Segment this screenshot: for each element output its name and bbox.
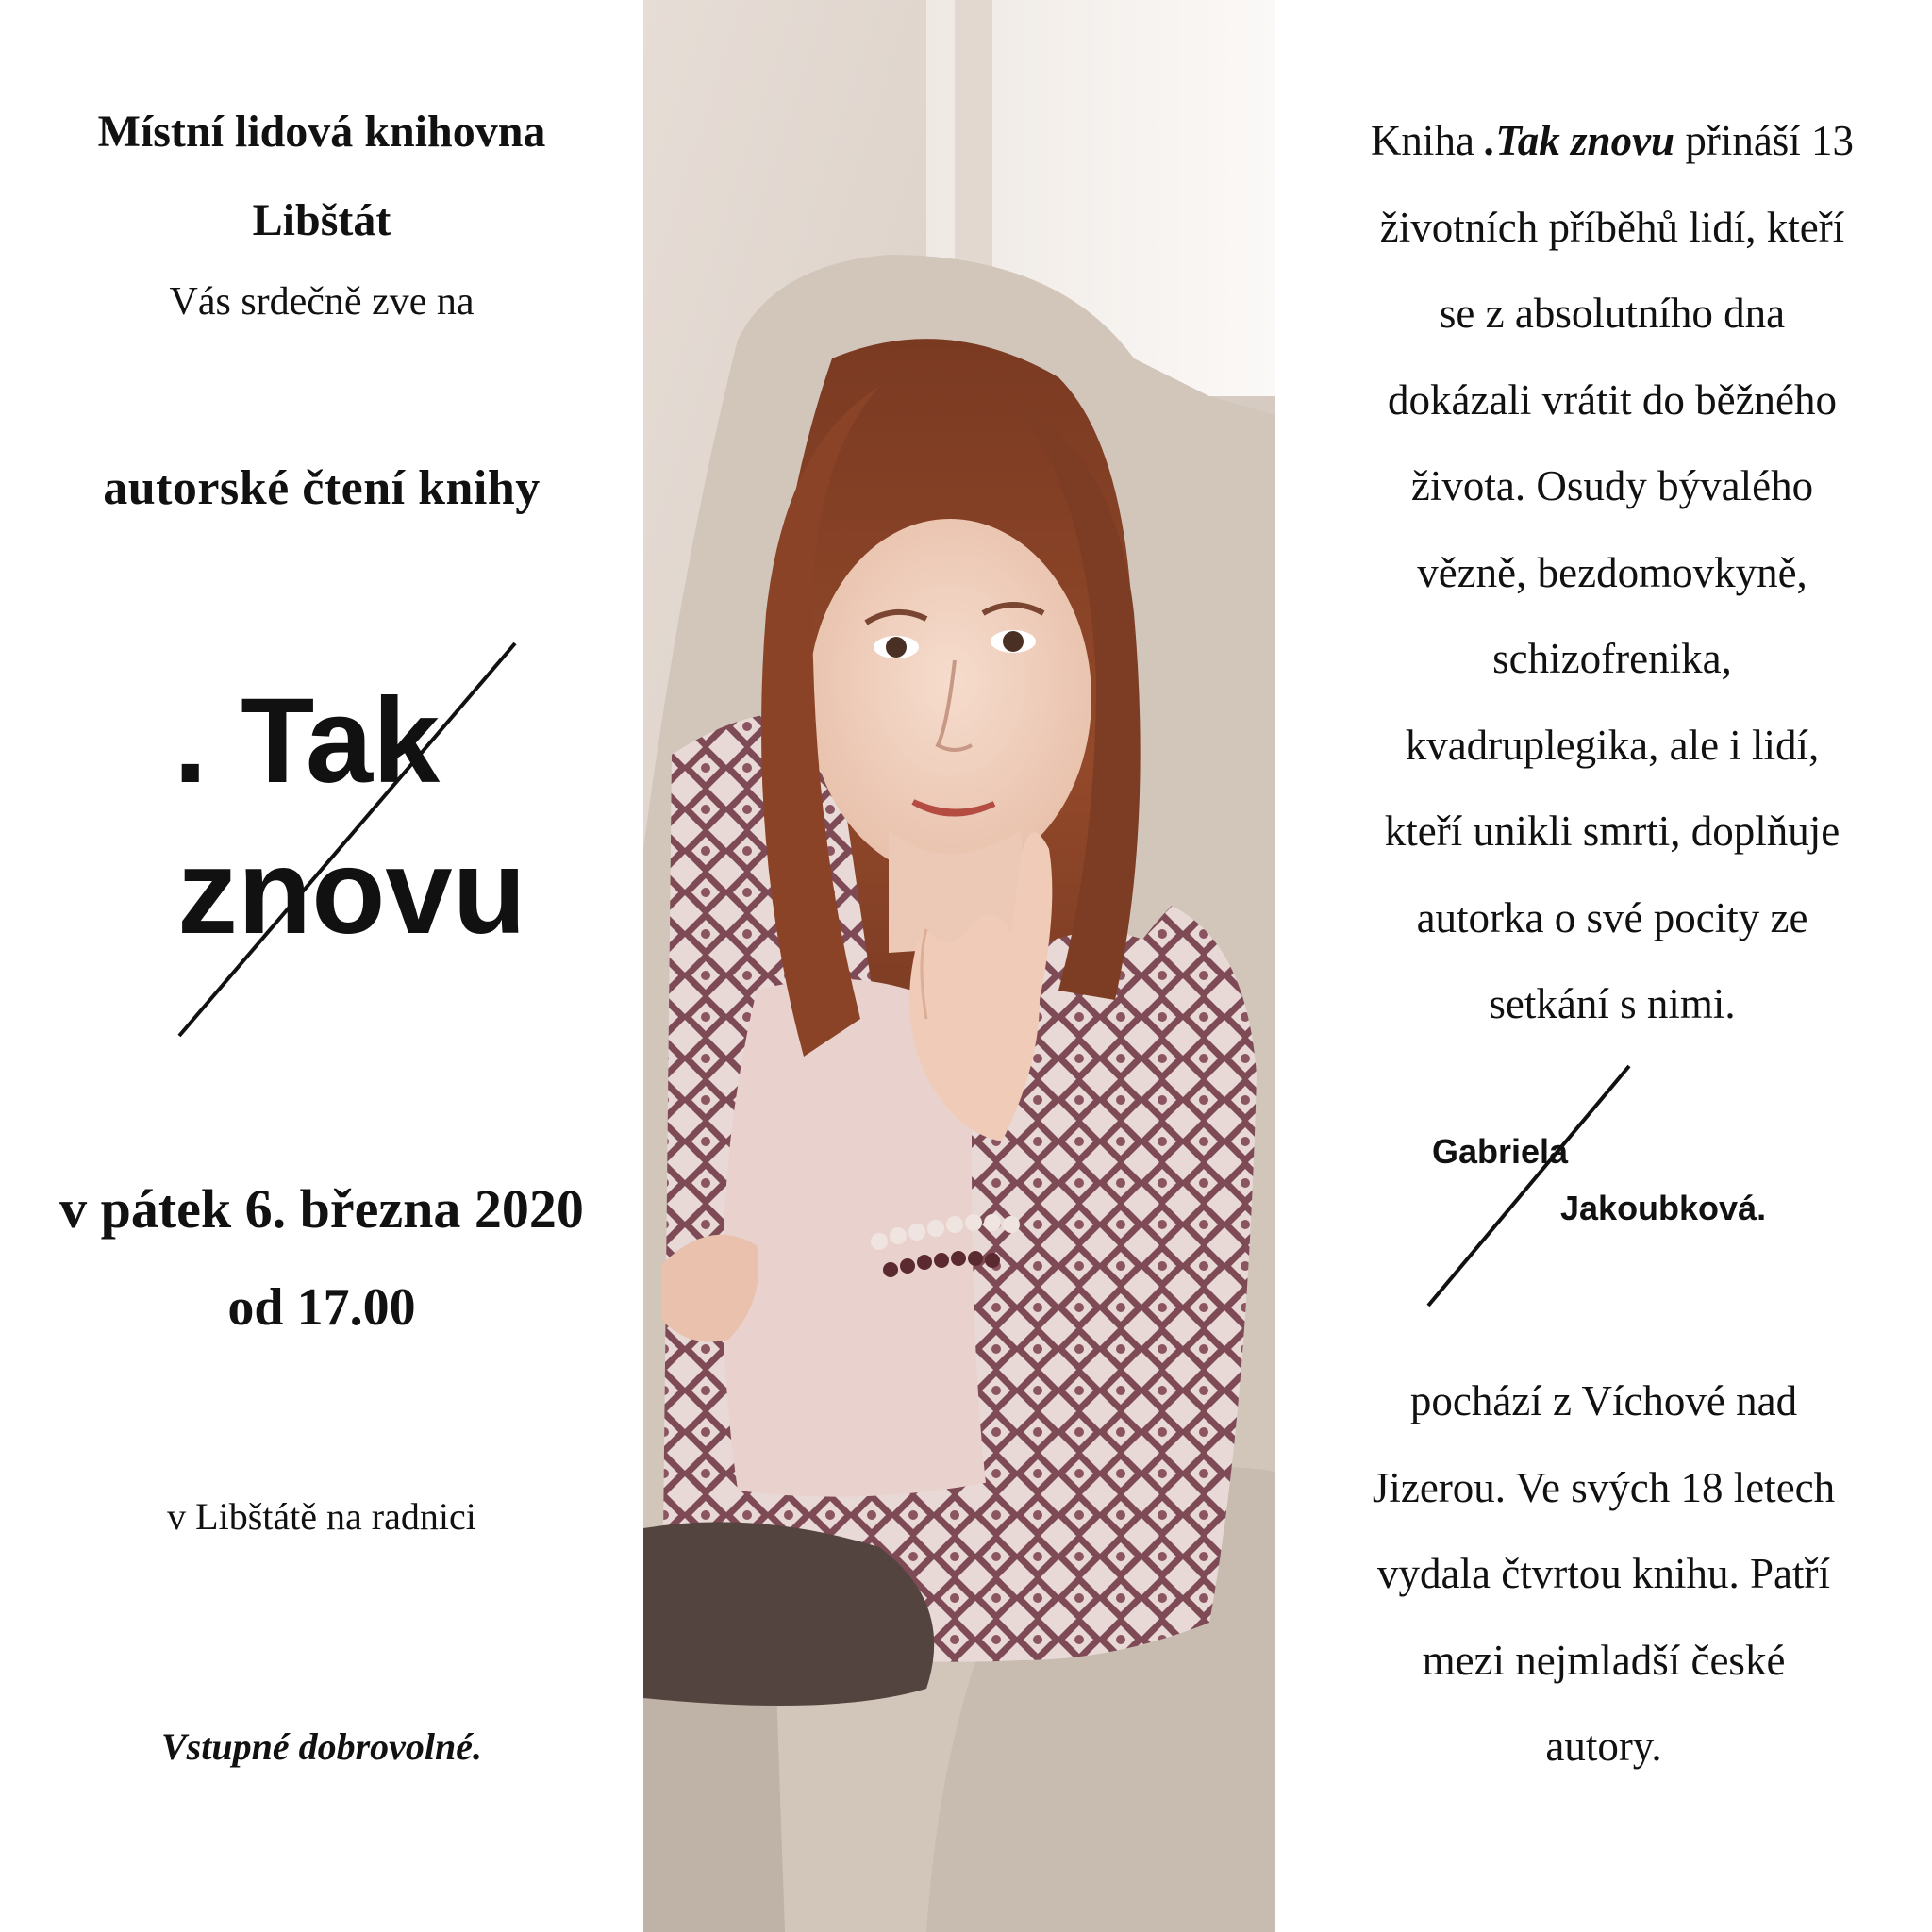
description-text: přináší 13 (1674, 117, 1855, 164)
author-bio (1275, 1358, 1932, 1790)
author-first-name: Gabriela (1432, 1132, 1569, 1171)
invite-text: Vás srdečně zve na (169, 280, 475, 324)
description-text: Kniha (1370, 117, 1486, 164)
bio-line: vydala čtvrtou knihu. Patří (1377, 1550, 1830, 1597)
event-info-column (0, 0, 643, 1932)
event-venue: v Libštátě na radnici (167, 1495, 476, 1538)
description-line: schizofrenika, (1492, 635, 1732, 682)
author-name-logo (1417, 1057, 1823, 1321)
event-type: autorské čtení knihy (103, 461, 541, 515)
description-line: kvadruplegika, ale i lidí, (1405, 721, 1820, 769)
book-description (1292, 98, 1932, 1048)
bio-line: autory. (1545, 1723, 1662, 1770)
logo-line-1: . Tak (174, 674, 441, 808)
author-photo (643, 0, 1275, 1932)
description-line: autorka o své pocity ze (1416, 893, 1808, 941)
description-line (1292, 98, 1932, 185)
bio-line: mezi nejmladší české (1422, 1636, 1786, 1684)
library-place: Libštát (252, 195, 391, 245)
library-name: Místní lidová knihovna (97, 107, 546, 157)
logo-line-2: znovu (177, 824, 526, 959)
book-logo (160, 632, 538, 1047)
event-date: v pátek 6. března 2020 (59, 1178, 584, 1240)
book-info-column (1275, 0, 1932, 1932)
bio-line: Jizerou. Ve svých 18 letech (1372, 1463, 1836, 1511)
book-title-inline: .Tak znovu (1485, 117, 1675, 164)
description-line: dokázali vrátit do běžného (1387, 375, 1838, 424)
description-line: setkání s nimi. (1489, 980, 1736, 1027)
logo-slash-line (160, 632, 538, 1047)
description-line: kteří unikli smrti, doplňuje (1384, 808, 1840, 855)
description-line: se z absolutního dna (1439, 290, 1786, 337)
description-line: vězně, bezdomovkyně, (1417, 548, 1807, 596)
author-slash-line (1417, 1057, 1823, 1321)
entry-note: Vstupné dobrovolné. (160, 1725, 483, 1768)
event-time: od 17.00 (227, 1278, 416, 1337)
author-last-name: Jakoubková. (1560, 1189, 1767, 1227)
bio-line: pochází z Víchové nad (1409, 1377, 1798, 1424)
description-line: života. Osudy bývalého (1410, 462, 1814, 509)
description-line: životních příběhů lidí, kteří (1379, 203, 1845, 251)
